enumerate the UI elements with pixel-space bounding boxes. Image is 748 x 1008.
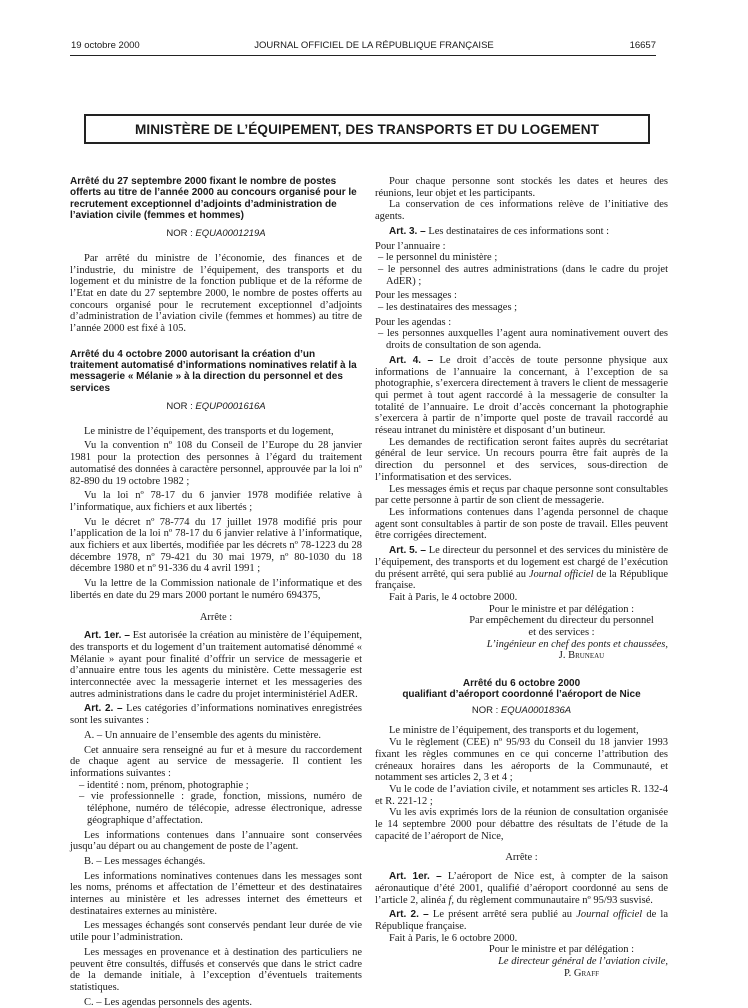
nor-code: EQUA0001836A [500, 704, 572, 716]
article-paragraph [375, 226, 668, 238]
nor-code: EQUP0001616A [195, 401, 266, 412]
signature-line: Pour le ministre et par délégation : [488, 944, 635, 956]
body-paragraph: Les informations contenues dans l’agenda personnel de chaque agent sont consultables à partir de son poste de travail. Elles peuvent être corrigées directement. [375, 506, 668, 542]
arrete2-title: Arrêté du 4 octobre 2000 autorisant la création d’un traitement automatisé d’informations nominatives relatif à la messagerie « Mélanie » à la direction du personnel et des services [70, 348, 357, 394]
arrete1-nor [70, 228, 362, 240]
article-text: Les catégories d’informations nominatives enregistrées sont les suivantes : [70, 703, 363, 727]
journal-officiel-ref: Journal officiel [576, 909, 643, 921]
visa-paragraph: Le ministre de l’équipement, des transports et du logement, [389, 725, 639, 737]
article-text: L’aéroport de Nice est, à compter de la saison aéronautique d’été 2001, qualifié d’aéroport coordonné au sens de l’article 2, alinéa [375, 871, 669, 906]
body-paragraph: Les messages échangés sont conservés pendant leur durée de vie utile pour l’administration. [70, 920, 362, 944]
header-journal-title: JOURNAL OFFICIEL DE LA RÉPUBLIQUE FRANÇAISE [254, 40, 494, 51]
body-paragraph: Les messages en provenance et à destination des particuliers ne peuvent être consultés, diffusés et conservés que dans le strict cadre de la demande initiale, à l’exception d’éventuels traitements statistiques. [70, 946, 362, 993]
article-label: Art. 5. – [389, 545, 426, 557]
body-paragraph: Cet annuaire sera renseigné au fur et à mesure du raccordement de chaque agent au service de messagerie. Il contient les informations suivantes : [70, 744, 362, 779]
body-paragraph: Les messages émis et reçus par chaque personne sont consultables par cette personne à partir de son client de messagerie. [375, 483, 668, 507]
arrete3-signature [375, 944, 668, 979]
arrete2-arrete-label: Arrête : [199, 611, 233, 623]
article-text: de la République française. [375, 909, 668, 932]
article-paragraph [375, 909, 668, 932]
article-label: Art. 1er. – [84, 630, 130, 642]
signature-title: Le directeur général de l’aviation civile, [498, 956, 668, 968]
signature-name: P. Graff [563, 967, 600, 979]
ministry-heading: MINISTÈRE DE L’ÉQUIPEMENT, DES TRANSPORTS ET DU LOGEMENT [84, 114, 650, 144]
nor-label: NOR : [166, 401, 193, 412]
right-column [375, 176, 668, 979]
header-date: 19 octobre 2000 [71, 40, 140, 51]
dest-label: Pour les messages : [375, 290, 457, 302]
visa-paragraph: Vu la lettre de la Commission nationale de l’informatique et des libertés en date du 29 mars 2000 portant le numéro 694375, [70, 578, 362, 601]
journal-officiel-ref: Journal officiel [528, 568, 594, 580]
article-label: Art. 2. – [389, 909, 429, 921]
article-paragraph [375, 545, 668, 592]
article-paragraph [375, 871, 668, 906]
article-paragraph [70, 630, 362, 700]
list-item: – le personnel des autres administrations (dans le cadre du projet AdER) ; [378, 263, 668, 287]
section-heading: B. – Les messages échangés. [84, 855, 206, 867]
visa-paragraph: Vu la convention nº 108 du Conseil de l’Europe du 28 janvier 1981 pour la protection des personnes à l’égard du traitement automatisé des données à caractère personnel, approuvée par la loi nº 82-890 du 19 octobre 1982 ; [70, 440, 362, 487]
signature-line: et des services : [528, 627, 595, 639]
arrete3-title-line2: qualifiant d’aéroport coordonné l’aéroport de Nice [402, 689, 641, 701]
signature-name: J. Bruneau [558, 650, 605, 662]
section-heading: C. – Les agendas personnels des agents. [84, 996, 252, 1008]
nor-label: NOR : [471, 704, 499, 716]
body-paragraph: Pour chaque personne sont stockés les dates et heures des réunions, leur objet et les participants. [375, 176, 668, 199]
header-rule [70, 55, 656, 56]
signature-line: Pour le ministre et par délégation : [488, 603, 635, 615]
body-paragraph: Les informations contenues dans l’annuaire sont conservées jusqu’au départ ou au changement de poste de l’agent. [70, 829, 362, 853]
article-paragraph [375, 355, 668, 437]
arrete2-signature [375, 604, 668, 663]
arrete2-nor [70, 401, 362, 413]
alinea-letter: f, [448, 894, 455, 906]
nor-code: EQUA0001219A [195, 228, 266, 240]
arrete3-nor [375, 705, 668, 717]
dest-label: Pour l’annuaire : [375, 240, 446, 252]
article-paragraph [70, 703, 362, 726]
signature-line: Par empêchement du directeur du personnel [469, 615, 654, 627]
article-text: Les destinataires de ces informations sont : [428, 225, 610, 237]
section-heading: A. – Un annuaire de l’ensemble des agents du ministère. [84, 729, 322, 741]
article-text: de la République française. [375, 568, 668, 592]
fait-a-paris: Fait à Paris, le 6 octobre 2000. [389, 932, 518, 944]
signature-title: L’ingénieur en chef des ponts et chaussées, [486, 638, 668, 650]
annuaire-list [70, 780, 362, 827]
article-label: Art. 2. – [84, 703, 123, 715]
article-text: du règlement communautaire nº 95/93 susvisé. [454, 894, 653, 906]
article-label: Art. 1er. – [389, 871, 442, 883]
article-text: Le directeur du personnel et des services du ministère de l’équipement, des transports et du logement est chargé de l’exécution du présent arrêté, qui sera publié au [375, 545, 668, 580]
dest-annuaire-list [375, 252, 668, 287]
nor-label: NOR : [166, 228, 193, 240]
visa-paragraph: Vu le code de l’aviation civile, et notamment ses articles R. 132-4 et R. 221-12 ; [375, 783, 668, 807]
article-text: Le présent arrêté sera publié au [432, 909, 577, 921]
list-item: – les personnes auxquelles l’agent aura nominativement ouvert des droits de consultation de son agenda. [378, 328, 668, 352]
visa-paragraph: Le ministre de l’équipement, des transports et du logement, [84, 425, 334, 437]
body-paragraph: La conservation de ces informations relève de l’initiative des agents. [375, 199, 668, 223]
article-label: Art. 3. – [389, 225, 426, 237]
arrete3-title-line1: Arrêté du 6 octobre 2000 [462, 678, 581, 690]
article-label: Art. 4. – [389, 354, 434, 366]
dest-label: Pour les agendas : [375, 316, 452, 328]
header-page-number: 16657 [629, 40, 656, 51]
article-text: Est autorisée la création au ministère de l’équipement, des transports et du logement d’un traitement automatisé dénommé « Mélanie » ayant pour finalité d’offrir un service de messagerie et d’annuaire entre tous les agents du ministère. Cette messagerie est interconnectée avec la messagerie internet et les messageries des autres administrations dans le cadre du projet interministériel AdER. [70, 630, 362, 700]
arrete1-title: Arrêté du 27 septembre 2000 fixant le nombre de postes offerts au titre de l’année 2000 au concours organisé pour le recrutement exceptionnel d’adjoints d’administration de l’aviation civile (femmes et hommes) [70, 176, 357, 221]
body-paragraph: Les informations nominatives contenues dans les messages sont les noms, prénoms et affectation de l’émetteur et des destinataires internes au ministère et les adresses internet des émetteurs et destinataires externes au ministère. [70, 870, 362, 917]
visa-paragraph: Vu les avis exprimés lors de la réunion de consultation organisée le 14 septembre 2000 pour débattre des résultats de l’étude de la capacité de l’aéroport de Nice, [375, 807, 668, 842]
left-column [70, 176, 362, 1008]
visa-paragraph: Vu le décret nº 78-774 du 17 juillet 1978 modifié pris pour l’application de la loi nº 78-17 du 6 janvier relative à l’informatique, aux fichiers et aux libertés, modifiée par les décrets nº 78-1223 du 28 décembre 1978, nº 79-421 du 30 mai 1979, nº 80-1030 du 18 décembre 1980 et nº 91-336 du 4 avril 1991 ; [70, 516, 362, 575]
visa-paragraph: Vu le règlement (CEE) nº 95/93 du Conseil du 18 janvier 1993 fixant les règles communes en ce qui concerne l’attribution des créneaux horaires dans les aéroports de la Communauté, et notamment ses articles 2, 3 et 4 ; [375, 737, 668, 784]
dest-agendas-list [375, 328, 668, 351]
list-item: – identité : nom, prénom, photographie ; [79, 779, 249, 791]
dest-messages-list [375, 302, 668, 314]
body-paragraph: Les demandes de rectification seront faites auprès du secrétariat général de leur service. Un recours pourra être fait auprès de la direction du personnel et des services, sous-direction de l’informatisation et des services. [375, 436, 668, 483]
list-item: – les destinataires des messages ; [378, 302, 518, 314]
arrete3-arrete-label: Arrête : [505, 852, 538, 864]
arrete1-body: Par arrêté du ministre de l’économie, des finances et de l’industrie, du ministre de l’équipement, des transports et du logement et du ministre de la fonction publique et de la réforme de l’Etat en date du 27 septembre 2000, le nombre de postes offerts au concours organisé pour le recrutement exceptionnel d’adjoints d’administration de l’aviation civile (femmes et hommes) au titre de l’année 2000 est fixé à 105. [70, 252, 362, 335]
list-item: – le personnel du ministère ; [378, 252, 498, 264]
fait-a-paris: Fait à Paris, le 4 octobre 2000. [389, 591, 518, 603]
article-text: Le droit d’accès de toute personne physique aux informations de l’annuaire la concernant, à l’exception de sa photographie, s’exercera directement à travers le client de messagerie qui permet à tout agent raccordé à la messagerie de consulter la totalité de l’annuaire. Le droit d’accès concernant la photographie s’exercera à partir de n’importe quel poste de travail raccordé au réseau intranet du ministère et disposant d’un butineur. [375, 354, 669, 437]
list-item: – vie professionnelle : grade, fonction, missions, numéro de téléphone, numéro de télécopie, adresse électronique, adresse géographique d’affectation. [79, 791, 362, 826]
visa-paragraph: Vu la loi nº 78-17 du 6 janvier 1978 modifiée relative à l’informatique, aux fichiers et aux libertés ; [70, 490, 362, 513]
